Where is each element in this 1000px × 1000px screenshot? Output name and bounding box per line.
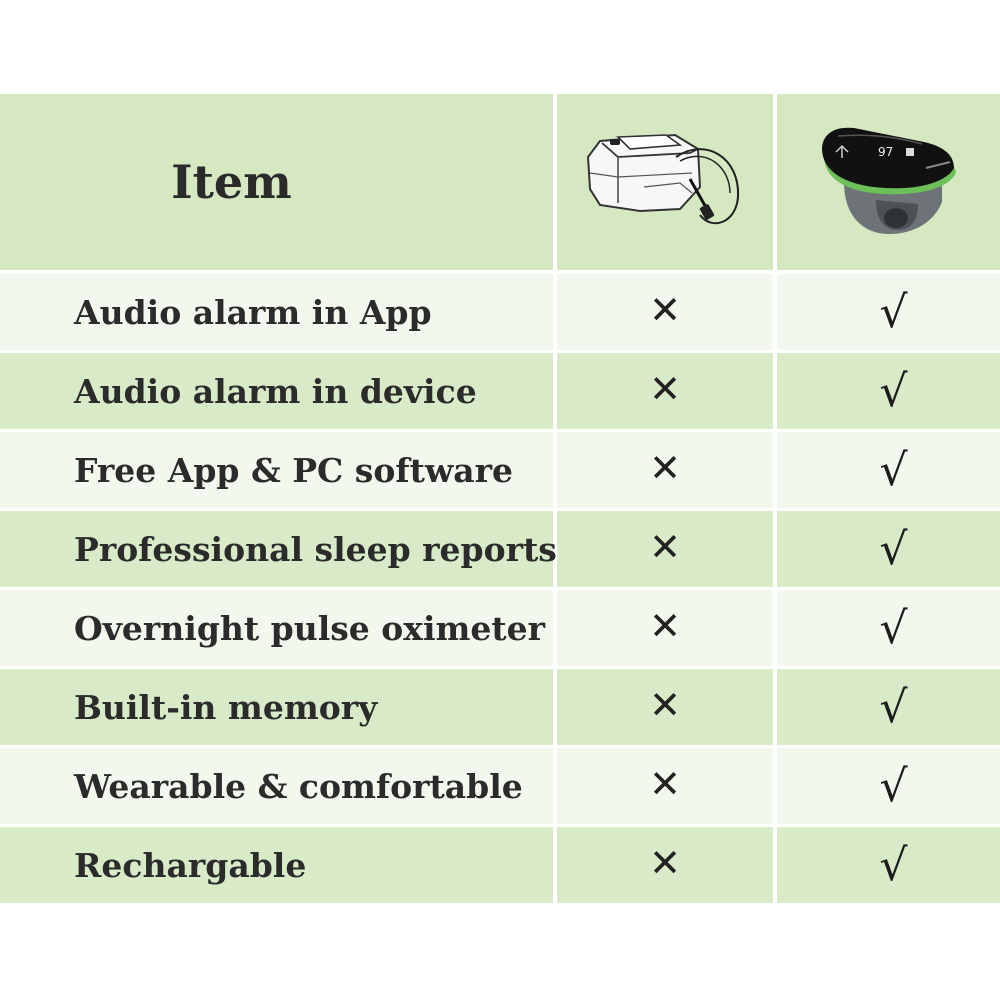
check-icon: √ bbox=[879, 761, 908, 812]
row-label: Wearable & comfortable bbox=[74, 766, 523, 806]
cross-icon: ✕ bbox=[649, 841, 681, 885]
table-row bbox=[0, 274, 1000, 350]
row-label: Professional sleep reports bbox=[74, 529, 557, 569]
table-header-row bbox=[0, 94, 1000, 270]
table-row bbox=[0, 353, 1000, 429]
row-label: Audio alarm in App bbox=[74, 292, 432, 332]
header-column-b-cell bbox=[777, 94, 1000, 270]
svg-text:97: 97 bbox=[877, 145, 893, 159]
check-icon: √ bbox=[879, 366, 908, 417]
table-row bbox=[0, 590, 1000, 666]
table-row bbox=[0, 511, 1000, 587]
cross-icon: ✕ bbox=[649, 683, 681, 727]
table-row bbox=[0, 748, 1000, 824]
header-column-a-cell bbox=[557, 94, 773, 270]
table-row bbox=[0, 827, 1000, 903]
cross-icon: ✕ bbox=[649, 367, 681, 411]
check-icon: √ bbox=[879, 524, 908, 575]
check-icon: √ bbox=[879, 682, 908, 733]
cross-icon: ✕ bbox=[649, 288, 681, 332]
table-row bbox=[0, 669, 1000, 745]
check-icon: √ bbox=[879, 445, 908, 496]
check-icon: √ bbox=[879, 840, 908, 891]
row-label: Audio alarm in device bbox=[74, 371, 477, 411]
cross-icon: ✕ bbox=[649, 762, 681, 806]
cross-icon: ✕ bbox=[649, 525, 681, 569]
header-item-cell bbox=[0, 94, 553, 270]
check-icon: √ bbox=[879, 287, 908, 338]
row-label: Rechargable bbox=[74, 845, 307, 885]
row-label: Built-in memory bbox=[74, 687, 378, 727]
cross-icon: ✕ bbox=[649, 604, 681, 648]
table-row bbox=[0, 432, 1000, 508]
row-label: Free App & PC software bbox=[74, 450, 514, 490]
row-label: Overnight pulse oximeter bbox=[74, 608, 546, 648]
check-icon: √ bbox=[879, 603, 908, 654]
finger-clip-oximeter-icon bbox=[580, 127, 750, 237]
ring-oximeter-icon bbox=[814, 122, 964, 242]
comparison-table bbox=[0, 94, 1000, 908]
header-title: Item bbox=[171, 155, 292, 209]
cross-icon: ✕ bbox=[649, 446, 681, 490]
